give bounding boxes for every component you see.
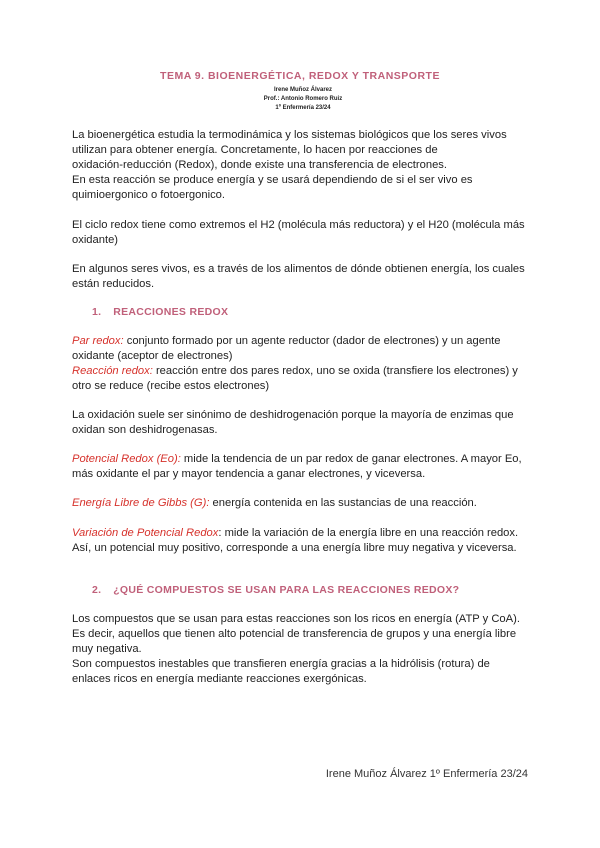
definition-text: energía contenida en las sustancias de una reacción.: [209, 497, 477, 509]
text-line: Son compuestos inestables que transfieren energía gracias a la hidrólisis (rotura) de: [72, 658, 490, 670]
term-gibbs: Energía Libre de Gibbs (G):: [72, 497, 210, 509]
definition-line: [72, 526, 532, 541]
definition-reaccion-redox: [72, 364, 532, 379]
text-line: oxidante (aceptor de electrones): [72, 350, 233, 362]
definition-line: [72, 496, 532, 511]
text-line: oxidación-reducción (Redox), donde existe una transferencia de electrones.: [72, 159, 447, 171]
intro-paragraph-2: [72, 218, 532, 248]
definition-potencial-redox: [72, 452, 532, 482]
text-line: están reducidos.: [72, 278, 155, 290]
text-line: enlaces ricos en energía mediante reacciones exergónicas.: [72, 673, 367, 685]
text-line: La oxidación suele ser sinónimo de deshidrogenación porque la mayoría de enzimas que: [72, 409, 514, 421]
text-line: El ciclo redox tiene como extremos el H2 (molécula más reductora) y el H20 (molécula más: [72, 219, 525, 231]
definition-text: reacción entre dos pares redox, uno se oxida (transfiere los electrones) y: [152, 365, 518, 377]
definition-text: mide la tendencia de un par redox de ganar electrones. A mayor Eo,: [180, 453, 522, 465]
term-potencial-redox: Potencial Redox (Eo):: [72, 453, 181, 465]
page-footer: Irene Muñoz Álvarez 1º Enfermería 23/24: [325, 768, 528, 780]
section-number: 2.: [92, 584, 102, 596]
text-line: La bioenergética estudia la termodinámica y los sistemas biológicos que los seres vivos: [72, 129, 507, 141]
definition-line: [72, 452, 532, 467]
section-title: REACCIONES REDOX: [113, 306, 229, 318]
text-line: Los compuestos que se usan para estas reacciones son los ricos en energía (ATP y CoA).: [72, 613, 520, 625]
page-title: TEMA 9. BIOENERGÉTICA, REDOX Y TRANSPORTE: [160, 70, 440, 82]
section-title: ¿QUÉ COMPUESTOS SE USAN PARA LAS REACCIONES REDOX?: [113, 584, 460, 596]
author-line: Irene Muñoz Álvarez: [273, 87, 332, 93]
oxidacion-paragraph: [72, 408, 532, 438]
text-line: oxidan son deshidrogenasas.: [72, 424, 218, 436]
section-2-heading: [92, 584, 459, 596]
intro-paragraph-3: [72, 262, 532, 292]
course-line: 1º Enfermería 23/24: [275, 105, 331, 111]
definition-par-redox: [72, 334, 532, 349]
text-line: Así, un potencial muy positivo, corresponde a una energía libre muy negativa y viceversa.: [72, 542, 517, 554]
professor-line: Prof.: Antonio Romero Ruiz: [263, 96, 343, 102]
definition-text: conjunto formado por un agente reductor (dador de electrones) y un agente: [123, 335, 501, 347]
definition-variacion-potencial: [72, 526, 532, 556]
section-number: 1.: [92, 306, 102, 318]
text-line: quimioergonico o fotoergonico.: [72, 189, 225, 201]
term-variacion-potencial: Variación de Potencial Redox: [72, 527, 219, 539]
term-reaccion-redox: Reacción redox:: [72, 365, 153, 377]
definition-gibbs: [72, 496, 532, 511]
text-line: utilizan para obtener energía. Concretamente, lo hacen por reacciones de: [72, 144, 438, 156]
text-line: oxidante): [72, 234, 119, 246]
text-line: En esta reacción se produce energía y se usará dependiendo de si el ser vivo es: [72, 174, 473, 186]
text-line: más oxidante el par y mayor tendencia a ganar electrones, y viceversa.: [72, 468, 426, 480]
text-line: muy negativa.: [72, 643, 142, 655]
text-line: otro se reduce (recibe estos electrones): [72, 380, 270, 392]
section-2-paragraph: [72, 612, 532, 687]
definitions-block-1: [72, 334, 532, 394]
definition-text: : mide la variación de la energía libre en una reacción redox.: [218, 527, 519, 539]
document-header: [0, 70, 600, 113]
section-1-heading: [92, 306, 228, 318]
term-par-redox: Par redox:: [72, 335, 124, 347]
text-line: Es decir, aquellos que tienen alto potencial de transferencia de grupos y una energía libre: [72, 628, 517, 640]
text-line: En algunos seres vivos, es a través de los alimentos de dónde obtienen energía, los cuales: [72, 263, 525, 275]
intro-paragraph-1: [72, 128, 532, 203]
